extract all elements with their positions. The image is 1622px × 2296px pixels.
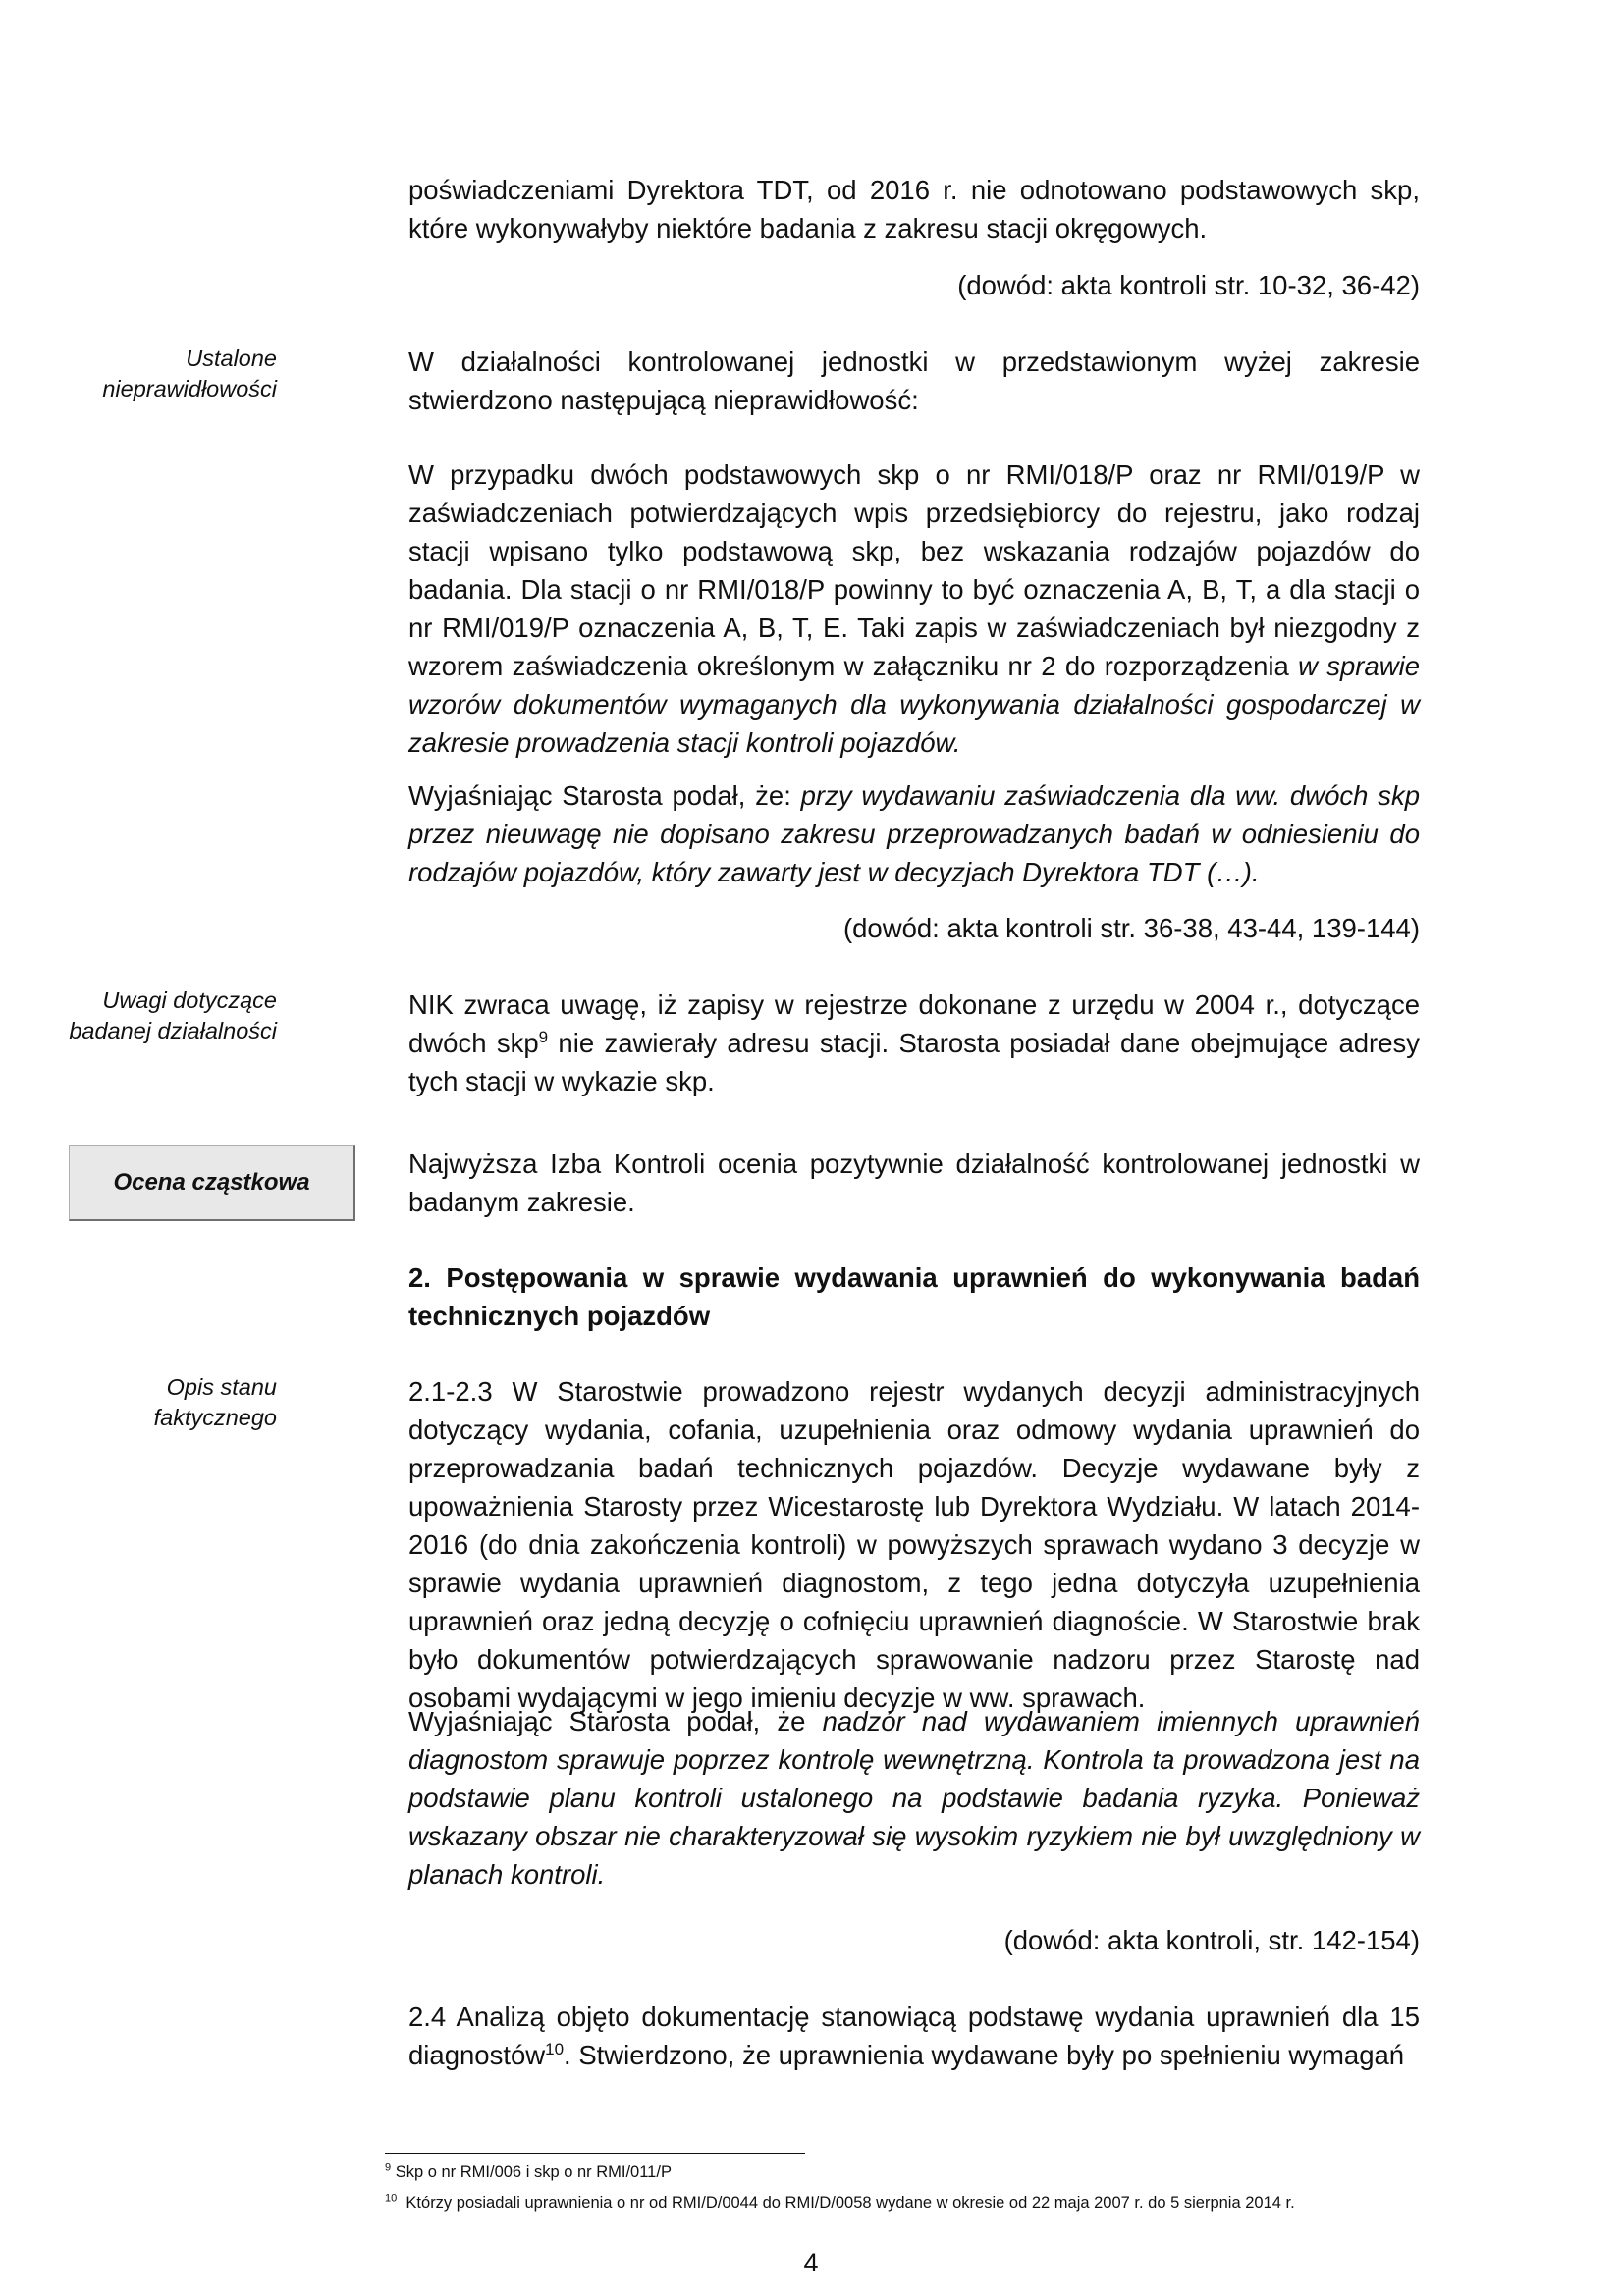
paragraph-starosta-explanation: Wyjaśniając Starosta podał, że: przy wydawaniu zaświadczenia dla ww. dwóch skp przez nieuwagę nie dopisano zakresu przeprowadzanych badań w odniesieniu do rodzajów pojazdów, który zawarty jest w decyzjach Dyrektora TDT (…). (408, 780, 1420, 887)
side-label-facts: Opis stanu faktycznego (153, 1374, 277, 1430)
evidence-reference: (dowód: akta kontroli str. 10-32, 36-42) (957, 270, 1420, 300)
footnote-9: $^9$ Skp o nr RMI/006 i skp o nr RMI/011/P (385, 2162, 672, 2181)
evidence-reference: (dowód: akta kontroli str. 36-38, 43-44, 139-144) (842, 913, 1420, 943)
paragraph-analysis: 2.4 Analizą objęto dokumentację stanowiącą podstawę wydania uprawnień dla 15 diagnostów$^{10}$. Stwierdzono, że uprawnienia wydawane były po spełnieniu wymagań (408, 2002, 1420, 2070)
paragraph-nik-remarks: NIK zwraca uwagę, iż zapisy w rejestrze dokonane z urzędu w 2004 r., dotyczące dwóch skp$^9$ nie zawierały adresu stacji. Starosta posiadał dane obejmujące adresy tych stacji w wykazie skp. (408, 989, 1420, 1096)
partial-assessment-box: Ocena cząstkowa (69, 1145, 355, 1221)
footnote-ref-10: 10 (545, 2039, 565, 2058)
paragraph-starosta-explanation-2: Wyjaśniając Starosta podał, że nadzór nad wydawaniem imiennych uprawnień diagnostom sprawuje poprzez kontrolę wewnętrzną. Kontrola ta prowadzona jest na podstawie planu kontroli ustalonego na podstawie badania ryzyka. Ponieważ wskazany obszar nie charakteryzował się wysokim ryzykiem nie był uwzględniony w planach kontroli. (408, 1706, 1421, 1890)
paragraph-continuation (408, 171, 1420, 247)
page-number: 4 (803, 2248, 819, 2277)
section-heading: 2. Postępowania w sprawie wydawania uprawnień do wykonywania badań technicznych pojazdów (408, 1262, 1420, 1331)
side-label-irregularities: Ustalone nieprawidłowości (102, 346, 277, 401)
footnote-ref-9: 9 (538, 1027, 549, 1046)
paragraph-irregularity-detail: W przypadku dwóch podstawowych skp o nr RMI/018/P oraz nr RMI/019/P w zaświadczeniach potwierdzających wpis przedsiębiorcy do rejestru, jako rodzaj stacji wpisano tylko podstawową skp, bez wskazania rodzajów pojazdów do badania. Dla stacji o nr RMI/018/P powinny to być oznaczenia A, B, T, a dla stacji o nr RMI/019/P oznaczenia A, B, T, E. Taki zapis w zaświadczeniach był niezgodny z wzorem zaświadczenia określonym w załączniku nr 2 do rozporządzenia w sprawie wzorów dokumentów wymaganych dla wykonywania działalności gospodarczej w zakresie prowadzenia stacji kontroli pojazdów. (408, 459, 1421, 758)
evidence-reference: (dowód: akta kontroli, str. 142-154) (1003, 1925, 1420, 1955)
side-label-remarks: Uwagi dotyczące badanej działalności (69, 988, 277, 1043)
paragraph-partial-assessment: Najwyższa Izba Kontroli ocenia pozytywnie działalność kontrolowanej jednostki w badanym zakresie. (408, 1148, 1420, 1217)
text-block: poświadczeniami Dyrektora TDT, od 2016 r. nie odnotowano podstawowych skp, które wykonywałyby niektóre badania z zakresu stacji okręgowych. (408, 175, 1420, 243)
paragraph-facts: 2.1-2.3 W Starostwie prowadzono rejestr wydanych decyzji administracyjnych dotyczący wydania, cofania, uzupełnienia oraz odmowy wydania uprawnień do przeprowadzania badań technicznych pojazdów. Decyzje wydawane były z upoważnienia Starosty przez Wicestarostę lub Dyrektora Wydziału. W latach 2014-2016 (do dnia zakończenia kontroli) w powyższych sprawach wydano 3 decyzje w sprawie wydania uprawnień diagnostom, z tego jedna dotyczyła uzupełnienia uprawnień oraz jedną decyzję o cofnięciu uprawnień diagnoście. W Starostwie brak było dokumentów potwierdzających sprawowanie nadzoru przez Starostę nad osobami wydającymi w jego imieniu decyzje w ww. sprawach. (408, 1376, 1420, 1713)
footnote-separator (385, 2153, 805, 2154)
footnote-10: $^{10}$ Którzy posiadali uprawnienia o nr od RMI/D/0044 do RMI/D/0058 wydane w okresie od 22 maja 2007 r. do 5 sierpnia 2014 r. (385, 2192, 1295, 2212)
paragraph-irregularity-intro: W działalności kontrolowanej jednostki w przedstawionym wyżej zakresie stwierdzono następującą nieprawidłowość: (408, 347, 1420, 415)
